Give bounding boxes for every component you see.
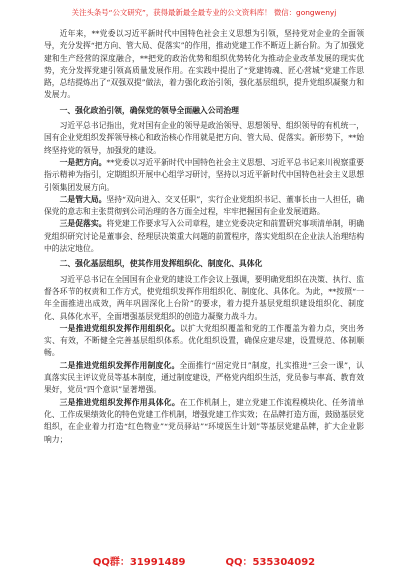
section-heading-2: 二、强化基层组织，使其作用发挥组织化、制度化、具体化 xyxy=(59,259,263,269)
point-text: 坚持“双向进入、交叉任职”，实行企业党组织书记、董事长由一人担任，确保党的意志和主张贯彻到公司治理的各方面全过程，牢牢把握国有企业发展道路。 xyxy=(44,194,365,217)
point-text: 将党建工作要求写入公司章程，建立党委决定和前置研究事项清单制，明确党组织研究讨论是董事会、经理层决策重大问题的前置程序，落实党组织在企业法人治理结构中的法定地位。 xyxy=(44,219,365,254)
section-2-intro-paragraph: 习近平总书记在全国国有企业党的建设工作会议上强调，要明确党组织在决策、执行、监督各环节的权责和工作方式，使党组织发挥作用组织化、制度化、具体化。为此，**按照“一年全面推进出成效，两年巩固深化上台阶”的要求，着力提升基层党组织建设组织化、制度化、具体化水平，全面增强基层党组织的创造力凝聚力战斗力。 xyxy=(44,274,364,321)
point-lead: 二是推进党组织发挥作用制度化。 xyxy=(59,360,180,370)
point-lead: 三是促落实。 xyxy=(59,219,107,229)
document-body xyxy=(44,28,364,446)
footer-qq: QQ：535304092 xyxy=(225,557,316,568)
point-text: **党委以习近平新时代中国特色社会主义思想、习近平总书记来川视察重要指示精神为指引，定期组织开展中心组学习研讨，坚持以习近平新时代中国特色社会主义思想引领集团发展方向。 xyxy=(44,157,365,192)
point-text: 全面推行“固定党日”制度，扎实推进“三会一课”，认真落实民主评议党员等基本制度，通过制度建设，严格党内组织生活，党员参与率高、教育效果好，党员“四个意识”显著增强。 xyxy=(44,360,365,395)
point-text: 在工作机制上，建立党建工作流程模块化、任务清单化、工作成果绩效化的特色党建工作机制，增强党建工作实效；在品牌打造方面，鼓励基层党组织，在企业着力打造“红色物业”“党员驿站”“环境医生计划”等基层党建品牌，扩大企业影响力； xyxy=(44,397,365,444)
point-text: 以扩大党组织覆盖和党的工作覆盖为着力点，突出务实、有效，不断健全完善基层组织体系。优化组织设置，确保应建尽建，设置规范、体制顺畅。 xyxy=(44,323,365,358)
point-lead: 一是把方向。 xyxy=(59,157,107,167)
section-2-point-3 xyxy=(44,397,364,446)
section-1-intro-paragraph: 习近平总书记指出，党对国有企业的领导是政治领导、思想领导、组织领导的有机统一，国有企业党组织发挥领导核心和政治核心作用就是把方向、管大局、促落实。新形势下，**始终坚持党的领导，加强党的建设。 xyxy=(44,121,364,155)
intro-paragraph: 近年来，**党委以习近平新时代中国特色社会主义思想为引领，坚持党对企业的全面领导，充分发挥“把方向、管大局、促落实”的作用，推动党建工作不断迈上新台阶。为了加强党建和生产经营的深度融合，**把党的政治优势和组织优势转化为推动企业改革发展的现实优势，充分发挥党建引领高质量发展作用。在实践中提出了“党建铸魂、匠心营城”党建工作思路，总结提炼出了“双强双提”做法，着力强化政治引领，强化基层组织，提升党组织凝聚力和发展力。 xyxy=(44,29,364,100)
section-2-point-1 xyxy=(44,323,364,360)
header-banner: 关注头条号“公文研究”，获得最新最全最专业的公文资料库！ 微信：gongwenyj xyxy=(71,8,337,17)
section-heading-1: 一、强化政治引领，确保党的领导全面融入公司治理 xyxy=(59,105,239,115)
section-1-point-2 xyxy=(44,194,364,219)
section-1-point-1 xyxy=(44,157,364,194)
point-lead: 一是推进党组织发挥作用组织化。 xyxy=(59,323,180,333)
point-lead: 三是推进党组织发挥作用具体化。 xyxy=(59,397,180,407)
footer-qq-group: QQ群：31991489 xyxy=(92,557,186,568)
section-2-point-2 xyxy=(44,360,364,397)
section-1-point-3 xyxy=(44,218,364,255)
point-lead: 二是管大局。 xyxy=(59,194,107,204)
footer-contact xyxy=(0,557,408,569)
